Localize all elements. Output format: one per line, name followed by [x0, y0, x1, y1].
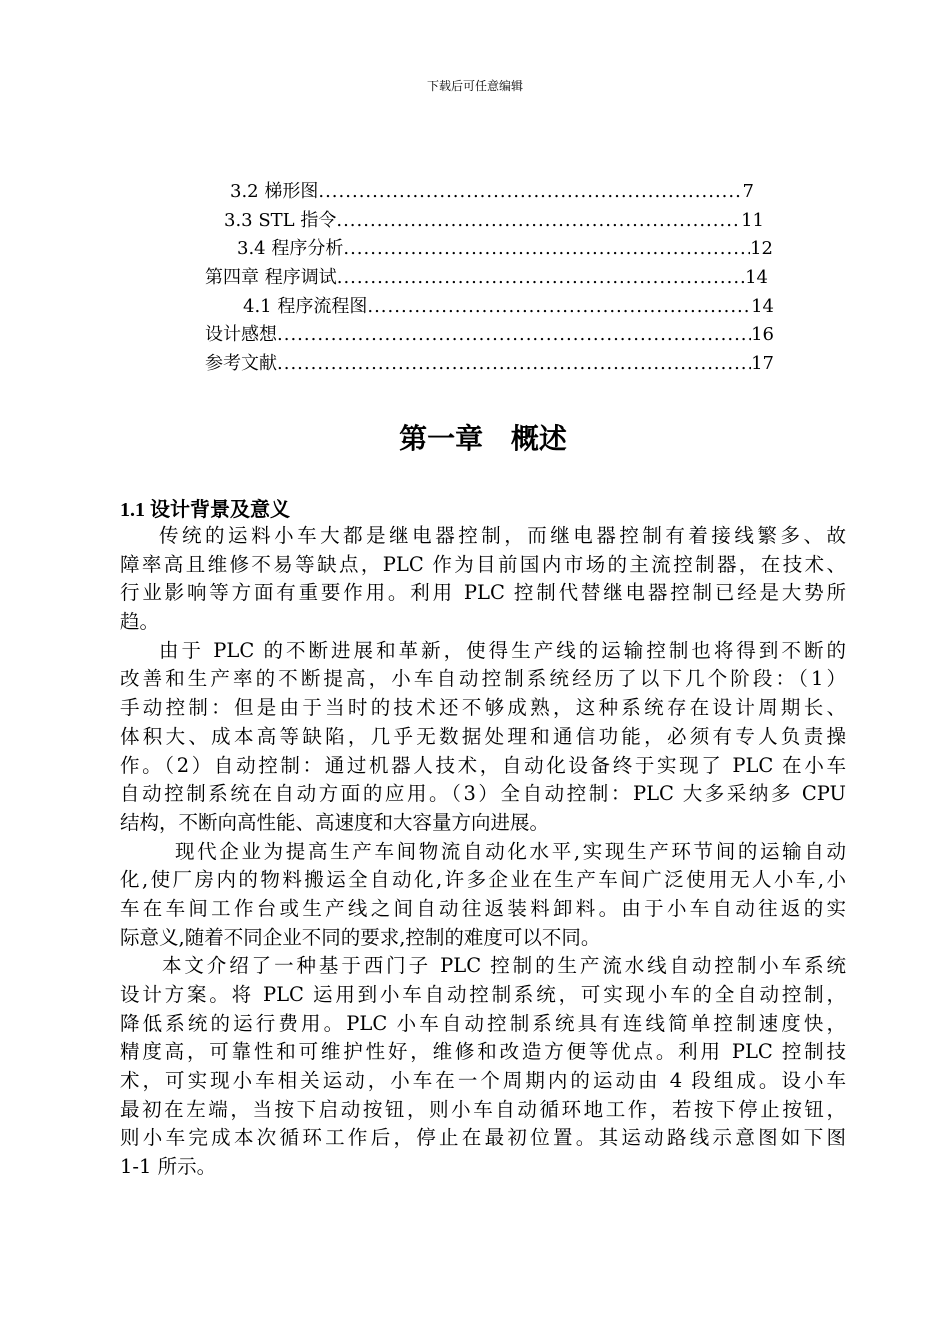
- toc-leader: [337, 264, 745, 292]
- text-line: 设计方案。将 PLC 运用到小车自动控制系统，可实现小车的全自动控制，: [120, 983, 846, 1006]
- toc-leader: [277, 350, 751, 378]
- text-line: 趋。: [120, 610, 160, 634]
- toc-entry[interactable]: [205, 264, 768, 292]
- toc-page: 14: [745, 267, 768, 288]
- paragraph: [120, 952, 846, 1182]
- toc-label: 4.1 程序流程图: [243, 296, 368, 317]
- text-line: 际意义,随着不同企业不同的要求,控制的难度可以不同。: [120, 925, 601, 949]
- toc-leader: [336, 207, 741, 235]
- toc-entry[interactable]: [205, 350, 774, 378]
- toc-leader: [367, 293, 751, 321]
- text-line: 降低系统的运行费用。PLC 小车自动控制系统具有连线简单控制速度快，: [120, 1011, 846, 1035]
- text-line: 最初在左端，当按下启动按钮，则小车自动循环地工作，若按下停止按钮，: [120, 1097, 846, 1121]
- text-line: 传统的运料小车大都是继电器控制，而继电器控制有着接线繁多、故: [159, 524, 846, 547]
- text-line: 则小车完成本次循环工作后，停止在最初位置。其运动路线示意图如下图: [120, 1126, 846, 1150]
- toc-entry[interactable]: [230, 178, 754, 206]
- paragraph: [120, 838, 846, 953]
- toc-page: 12: [750, 238, 773, 259]
- text-line: 车在车间工作台或生产线之间自动往返装料卸料。由于小车自动往返的实: [120, 896, 846, 920]
- toc-page: 7: [742, 181, 754, 202]
- toc-label: 参考文献: [205, 353, 277, 374]
- toc-entry[interactable]: [243, 293, 774, 321]
- text-line: 自动控制系统在自动方面的应用。（3）全自动控制：PLC 大多采纳多 CPU: [120, 782, 846, 806]
- text-line: 本文介绍了一种基于西门子 PLC 控制的生产流水线自动控制小车系统: [162, 954, 846, 978]
- paragraph: [120, 522, 846, 637]
- text-line: 手动控制：但是由于当时的技术还不够成熟，这种系统存在设计周期长、: [120, 696, 846, 720]
- text-line: 现代企业为提高生产车间物流自动化水平,实现生产环节间的运输自动: [175, 839, 846, 863]
- text-line: 结构，不断向高性能、高速度和大容量方向进展。: [120, 810, 550, 834]
- toc-label: 设计感想: [205, 324, 277, 345]
- toc-label: 3.2 梯形图: [230, 181, 319, 202]
- section-heading: 1.1 设计背景及意义: [120, 499, 290, 521]
- text-line: 障率高且维修不易等缺点，PLC 作为目前国内市场的主流控制器，在技术、: [120, 552, 846, 576]
- paragraph: [120, 637, 846, 838]
- toc-leader: [318, 178, 742, 206]
- text-line: 1-1 所示。: [120, 1155, 217, 1179]
- text-line: 作。（2）自动控制：通过机器人技术，自动化设备终于实现了 PLC 在小车: [120, 753, 846, 777]
- toc-entry[interactable]: [224, 207, 764, 235]
- toc-entry[interactable]: [205, 321, 774, 349]
- text-line: 改善和生产率的不断提高，小车自动控制系统经历了以下几个阶段：（1）: [120, 667, 846, 691]
- toc-page: 14: [751, 296, 774, 317]
- toc-leader: [343, 235, 750, 263]
- text-line: 化,使厂房内的物料搬运全自动化,许多企业在生产车间广泛使用无人小车,小: [120, 868, 846, 892]
- text-line: 体积大、成本高等缺陷，几乎无数据处理和通信功能，必须有专人负责操: [120, 724, 846, 748]
- toc-label: 第四章 程序调试: [205, 267, 337, 288]
- text-line: 术，可实现小车相关运动，小车在一个周期内的运动由 4 段组成。设小车: [120, 1069, 846, 1093]
- toc-leader: [277, 321, 751, 349]
- text-line: 由于 PLC 的不断进展和革新，使得生产线的运输控制也将得到不断的: [159, 638, 846, 662]
- toc-label: 3.4 程序分析: [237, 238, 344, 259]
- toc-page: 11: [741, 210, 764, 231]
- toc-page: 17: [751, 353, 774, 374]
- body-text: [120, 522, 846, 1182]
- chapter-title: 第一章 概述: [399, 422, 567, 455]
- toc-page: 16: [751, 324, 774, 345]
- page-header: 下载后可任意编辑: [426, 79, 523, 93]
- toc-label: 3.3 STL 指令: [224, 210, 337, 231]
- text-line: 精度高，可靠性和可维护性好，维修和改造方便等优点。利用 PLC 控制技: [120, 1040, 846, 1064]
- toc-entry[interactable]: [237, 235, 773, 263]
- text-line: 行业影响等方面有重要作用。利用 PLC 控制代替继电器控制已经是大势所: [120, 581, 846, 605]
